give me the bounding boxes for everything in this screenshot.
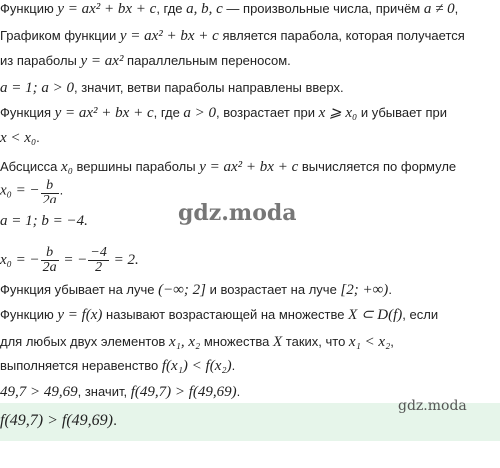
line-12 xyxy=(0,306,438,324)
text: , где xyxy=(153,105,184,120)
line-10 xyxy=(0,243,139,277)
line-6 xyxy=(0,129,40,147)
text: , xyxy=(454,1,459,16)
text: называют возрастающей на множестве xyxy=(102,307,349,322)
formula: y = ax² + bx + c xyxy=(119,28,219,44)
text: . xyxy=(236,384,241,399)
formula: x₀ xyxy=(61,159,73,175)
formula: y = ax² + bx + c xyxy=(199,159,299,175)
formula: f(49,7) > f(49,69) xyxy=(130,384,237,400)
watermark-right: gdz.moda xyxy=(398,398,467,414)
text: Функцию xyxy=(0,1,58,16)
text: Функцию xyxy=(0,307,58,322)
text: множества xyxy=(200,334,273,349)
numerator: −4 xyxy=(90,245,107,261)
formula: a = 1; b = −4. xyxy=(0,213,88,229)
text: , xyxy=(390,334,394,349)
line-7 xyxy=(0,158,456,176)
denominator: 2 xyxy=(95,260,103,276)
formula: y = ax² xyxy=(80,53,124,69)
line-4 xyxy=(0,79,344,97)
answer-formula: f(49,7) > f(49,69) xyxy=(0,412,113,429)
fraction xyxy=(41,179,59,203)
formula: a = 1; a > 0 xyxy=(0,80,74,96)
line-14 xyxy=(0,357,235,375)
text: для любых двух элементов xyxy=(0,334,169,349)
fraction xyxy=(88,246,108,275)
text: . xyxy=(36,130,40,145)
text: вершины параболы xyxy=(72,159,200,174)
line-1 xyxy=(0,0,458,18)
text: таких, что xyxy=(282,334,349,349)
text: Графиком функции xyxy=(0,28,120,43)
text: — произвольные числа, причём xyxy=(222,1,424,16)
text: . xyxy=(388,282,392,297)
line-3 xyxy=(0,52,291,70)
text: Функция xyxy=(0,105,55,120)
text: , возрастает при xyxy=(216,105,319,120)
numerator: b xyxy=(41,179,59,194)
answer-line xyxy=(0,412,117,430)
text: и возрастает на луче xyxy=(206,282,341,297)
formula: X ⊂ D(f) xyxy=(348,307,403,323)
formula: a ≠ 0 xyxy=(423,1,455,17)
formula: y = ax² + bx + c xyxy=(54,105,154,121)
formula: = 2. xyxy=(109,252,139,268)
denominator: 2a xyxy=(42,260,57,276)
text: , значит, xyxy=(77,384,131,399)
formula: (−∞; 2] xyxy=(158,282,207,298)
text: Абсцисса xyxy=(0,159,62,174)
text: является парабола, которая получается xyxy=(218,28,465,43)
text: . xyxy=(113,412,118,429)
formula: x < x₀ xyxy=(0,130,37,146)
line-13 xyxy=(0,333,394,351)
denominator: 2a xyxy=(42,194,57,203)
line-11 xyxy=(0,281,392,299)
formula: x₀ = − xyxy=(0,252,40,268)
formula: a, b, c xyxy=(186,1,223,17)
text: . xyxy=(231,358,236,373)
numerator: b xyxy=(41,246,59,261)
text: параллельным переносом. xyxy=(123,53,291,68)
text: , значит, ветви параболы направлены вверх. xyxy=(74,80,344,95)
fraction xyxy=(41,246,59,275)
line-15 xyxy=(0,383,240,401)
text: выполняется неравенство xyxy=(0,358,162,373)
formula: x₁ < x₂ xyxy=(348,334,391,350)
formula: 49,7 > 49,69 xyxy=(0,384,78,400)
text: , где xyxy=(156,1,187,16)
formula: X xyxy=(273,334,283,350)
formula: a > 0 xyxy=(183,105,217,121)
text: . xyxy=(59,182,64,198)
formula: = − xyxy=(59,252,88,268)
watermark-center: gdz.moda xyxy=(178,200,297,226)
text: Функция убывает на луче xyxy=(0,282,159,297)
text: из параболы xyxy=(0,53,81,68)
line-5 xyxy=(0,104,447,122)
formula: x₀ = − xyxy=(0,182,40,199)
line-9 xyxy=(0,212,88,230)
formula: [2; +∞) xyxy=(340,282,389,298)
text: и убывает при xyxy=(357,105,448,120)
line-8 xyxy=(0,179,63,203)
text: , если xyxy=(402,307,439,322)
line-2 xyxy=(0,27,465,45)
formula: y = f(x) xyxy=(57,307,103,323)
text: вычисляется по формуле xyxy=(298,159,457,174)
formula: x ⩾ x₀ xyxy=(318,105,358,121)
formula: f(x₁) < f(x₂) xyxy=(161,358,232,374)
formula: x₁, x₂ xyxy=(168,334,201,350)
formula: y = ax² + bx + c xyxy=(57,1,157,17)
